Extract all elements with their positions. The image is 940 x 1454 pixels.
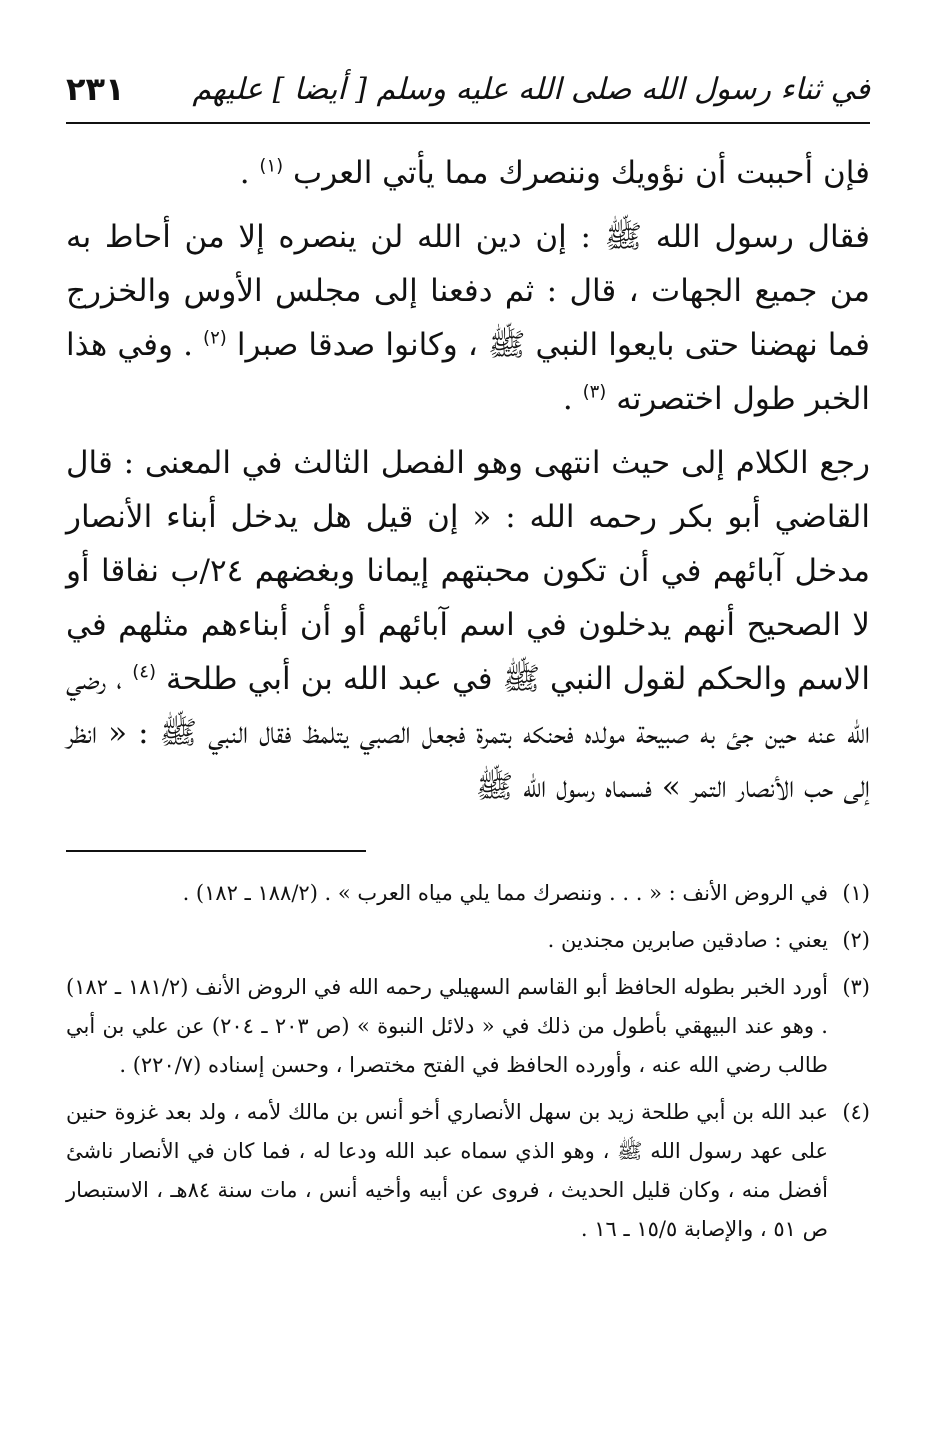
main-text [66, 146, 870, 814]
footnote-number: (٣) [842, 975, 870, 999]
paragraph-2 [66, 210, 870, 426]
footnote-text: يعني : صادقين صابرين مجندين . [547, 928, 828, 952]
running-title: في ثناء رسول الله صلى الله عليه وسلم [ أيضا ] عليهم [192, 72, 870, 107]
footnote-number: (٢) [842, 928, 870, 952]
footnote-number: (٤) [842, 1100, 870, 1124]
footnote-text: أورد الخبر بطوله الحافظ أبو القاسم السهيلي رحمه الله في الروض الأنف (١٨١/٢ ـ ١٨٢) . وهو عند البيهقي بأطول من ذلك في « دلائل النبوة » (ص ٢٠٣ ـ ٢٠٤) عن علي بن أبي طالب رضي الله عنه ، وأورده الحافظ في الفتح مختصرا ، وحسن إسناده (٢٢٠/٧) . [66, 975, 828, 1077]
page-header [66, 60, 870, 124]
footnote-ref[interactable]: (٢) [203, 327, 227, 349]
footnote-ref[interactable]: (١) [259, 155, 284, 177]
footnote-text: عبد الله بن أبي طلحة زيد بن سهل الأنصاري أخو أنس بن مالك لأمه ، ولد بعد غزوة حنين على عهد رسول الله ﷺ ، وهو الذي سماه عبد الله ودعا له ، فما كان في الأنصار ناشئ أفضل منه ، وكان قليل الحديث ، فروى عن أبيه وأخيه أنس ، مات سنة ٨٤هـ ، الاستبصار ص ٥١ ، والإصابة ١٥/٥ ـ ١٦ . [66, 1100, 829, 1241]
footnote-3 [66, 968, 870, 1085]
paragraph-text: . [239, 155, 260, 191]
footnote-2 [66, 921, 870, 960]
footnotes [66, 874, 870, 1249]
footnote-1 [66, 874, 870, 913]
footnote-number: (١) [842, 881, 870, 905]
paragraph-text: . [562, 381, 583, 417]
paragraph-text: فإن أحببت أن نؤويك وننصرك مما يأتي العرب [293, 155, 870, 191]
page-number: ٢٣١ [66, 70, 125, 108]
paragraph-text: فقال رسول الله ﷺ : إن دين الله لن ينصره إلا من أحاط به من جميع الجهات ، قال : ثم دفعنا إلى مجلس الأوس والخزرج فما نهضنا حتى بايعوا النبي ﷺ ، وكانوا صدقا صبرا [66, 219, 870, 363]
paragraph-text: . وفي هذا الخبر طول اختصرته [66, 327, 870, 417]
footnote-4 [66, 1093, 870, 1249]
footnote-separator-wrap [66, 824, 870, 852]
paragraph-text: رجع الكلام إلى حيث انتهى وهو الفصل الثالث في المعنى : قال القاضي أبو بكر رحمه الله : « إن قيل هل يدخل أبناء الأنصار مدخل آبائهم في أن تكون محبتهم إيمانا وبغضهم ٢٤/ب نفاقا أو لا الصحيح أنهم يدخلون في اسم آبائهم أو أن أبناءهم مثلهم في الاسم والحكم لقول النبي ﷺ في عبد الله بن أبي طلحة [66, 445, 871, 697]
footnote-separator [66, 850, 366, 852]
paragraph-text: ، رضي الله عنه حين جئ به صبيحة مولده فحنكه بتمرة فجعل الصبي يتلمظ فقال النبي ﷺ : « انظر إلى حب الأنصار التمر » فسماه رسول الله ﷺ [66, 661, 870, 805]
footnote-text: في الروض الأنف : « . . . وننصرك مما يلي مياه العرب » . (١٨٨/٢ ـ ١٨٢) . [182, 881, 828, 905]
page [66, 60, 870, 1257]
footnote-ref[interactable]: (٣) [582, 381, 607, 403]
footnote-ref[interactable]: (٤) [132, 661, 156, 683]
paragraph-1 [66, 146, 870, 200]
paragraph-3 [66, 436, 870, 814]
